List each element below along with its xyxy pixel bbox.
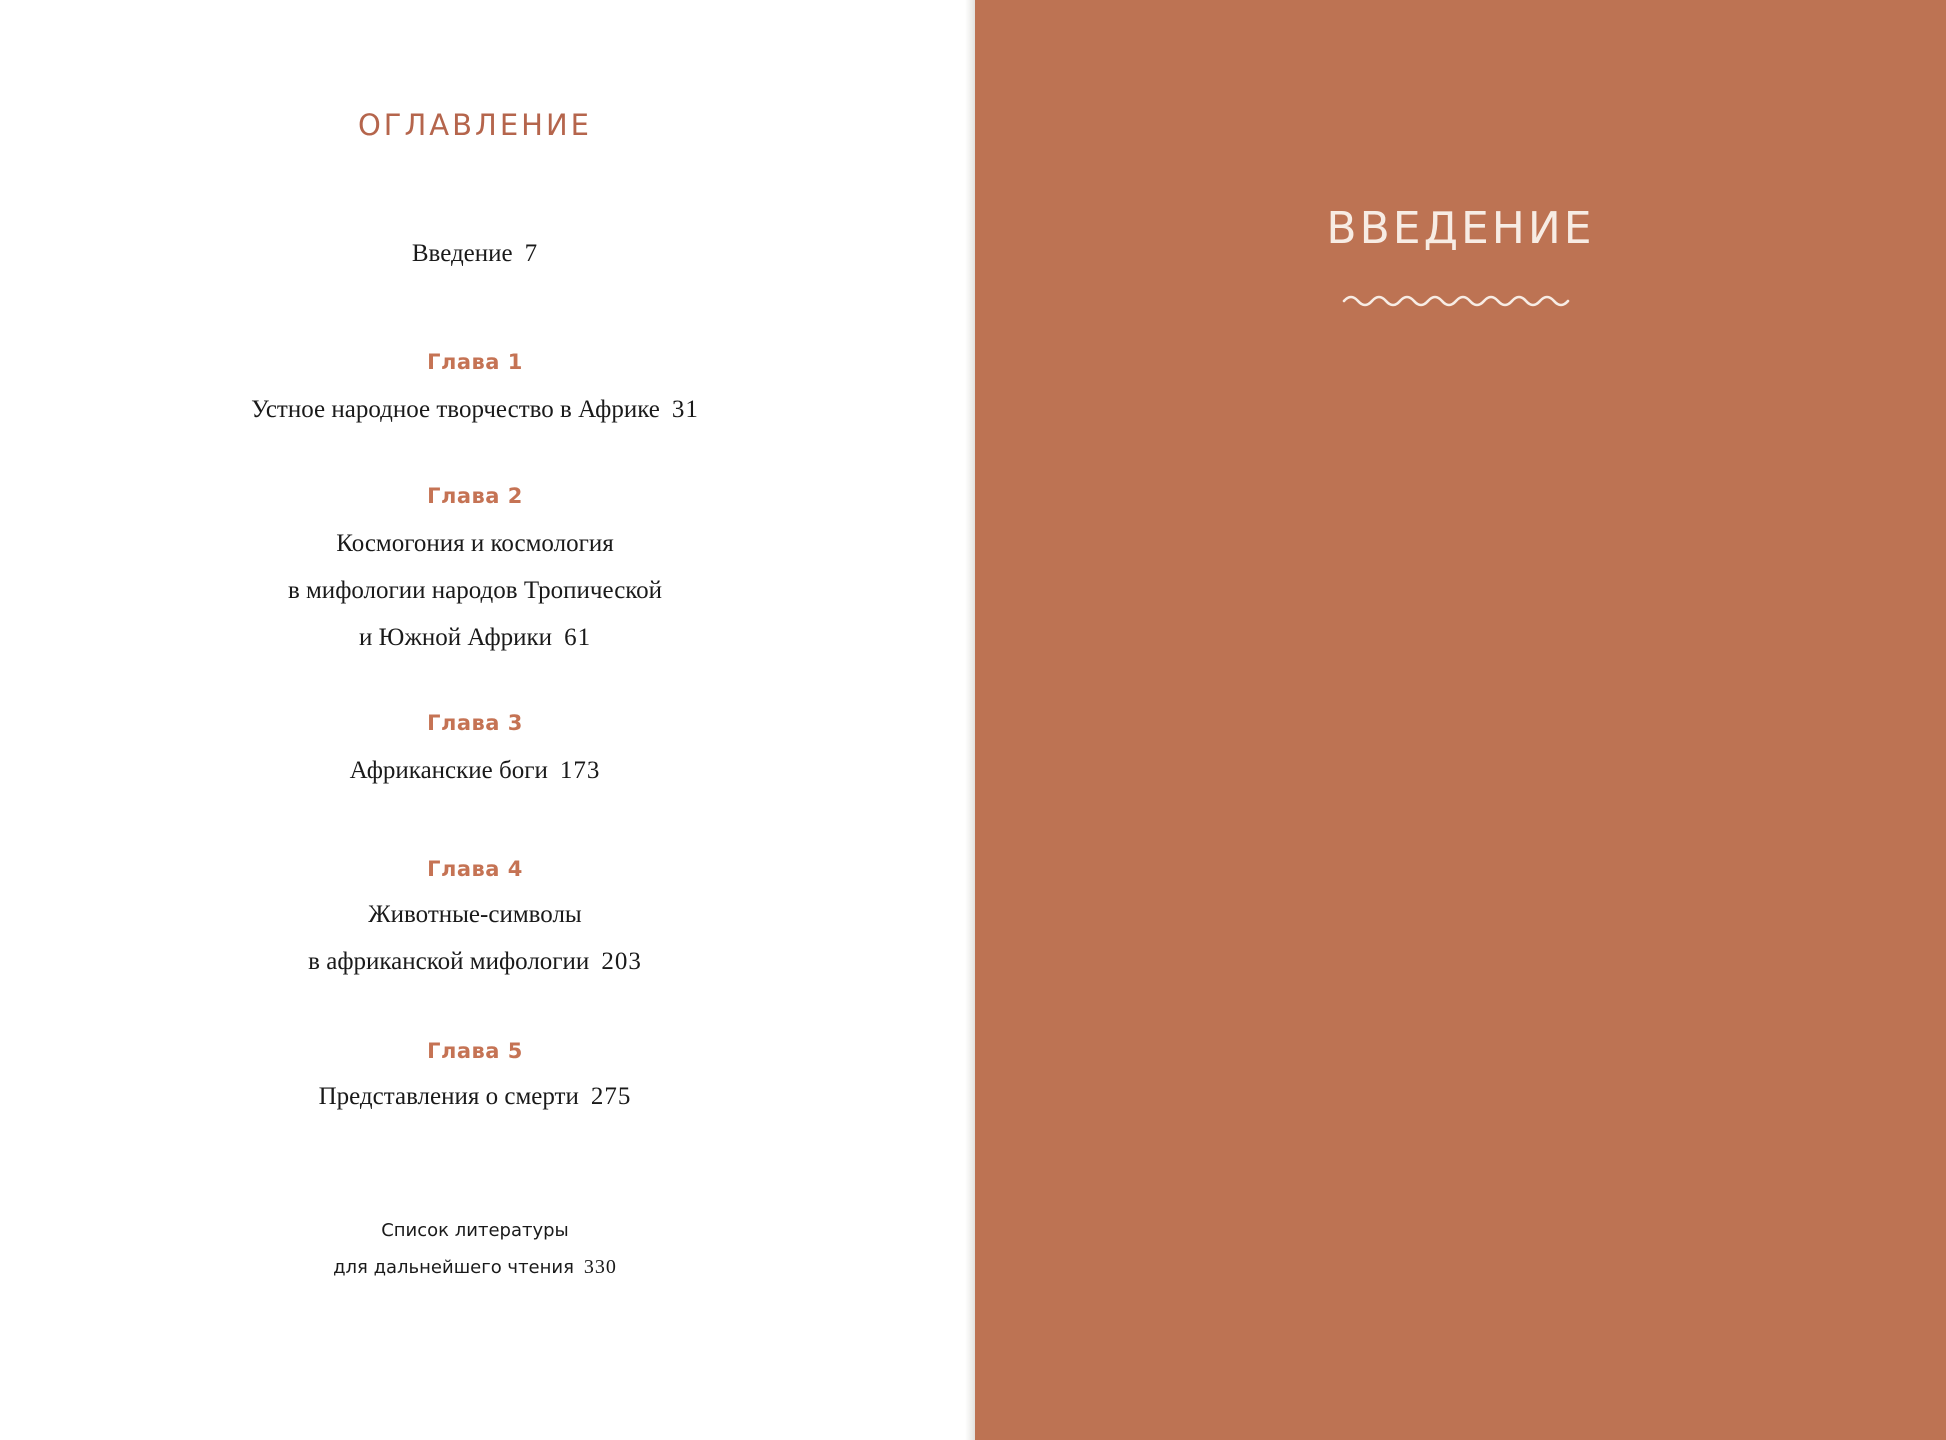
chapter-2-label: Глава 2 — [427, 484, 523, 508]
toc-entry-chapter-1[interactable] — [0, 386, 950, 433]
toc-title: ОГЛАВЛЕНИЕ — [357, 108, 592, 142]
chapter-2-title-line-2: в мифологии народов Тропической — [287, 577, 663, 604]
chapter-4-title-line-2: в африканской мифологии — [308, 948, 590, 975]
chapter-4-page: 203 — [601, 948, 642, 975]
toc-entry-intro[interactable] — [0, 230, 950, 277]
bibliography-line-2: для дальнейшего чтения — [333, 1257, 574, 1278]
wave-ornament-icon — [1342, 290, 1570, 310]
chapter-1-page: 31 — [671, 396, 699, 423]
chapter-1-title: Устное народное творчество в Африке — [251, 396, 660, 423]
toc-entry-bibliography[interactable] — [0, 1212, 950, 1286]
chapter-4-title-line-1: Животные-символы — [368, 901, 582, 928]
toc-entry-chapter-2[interactable] — [0, 520, 950, 661]
toc-entry-chapter-4[interactable] — [0, 891, 950, 985]
chapter-3-label: Глава 3 — [427, 711, 523, 735]
chapter-5-page: 275 — [590, 1083, 632, 1110]
chapter-3-page: 173 — [559, 757, 601, 784]
toc-entry-intro-page: 7 — [524, 240, 539, 267]
chapter-5-label: Глава 5 — [427, 1039, 523, 1063]
chapter-1-label: Глава 1 — [427, 350, 523, 374]
bibliography-line-1: Список литературы — [381, 1220, 569, 1241]
toc-entry-intro-label: Введение — [411, 240, 513, 267]
chapter-2-page: 61 — [564, 624, 592, 651]
toc-entry-chapter-5[interactable] — [0, 1073, 950, 1120]
book-gutter — [965, 0, 975, 1440]
chapter-2-title-line-1: Космогония и космология — [336, 530, 614, 557]
toc-entry-chapter-3[interactable] — [0, 747, 950, 794]
introduction-title: ВВЕДЕНИЕ — [1326, 203, 1595, 254]
chapter-3-title: Африканские боги — [349, 757, 548, 784]
chapter-5-title: Представления о смерти — [318, 1083, 579, 1110]
chapter-2-title-line-3: и Южной Африки — [358, 624, 553, 651]
chapter-4-label: Глава 4 — [427, 857, 523, 881]
bibliography-page: 330 — [583, 1256, 617, 1278]
